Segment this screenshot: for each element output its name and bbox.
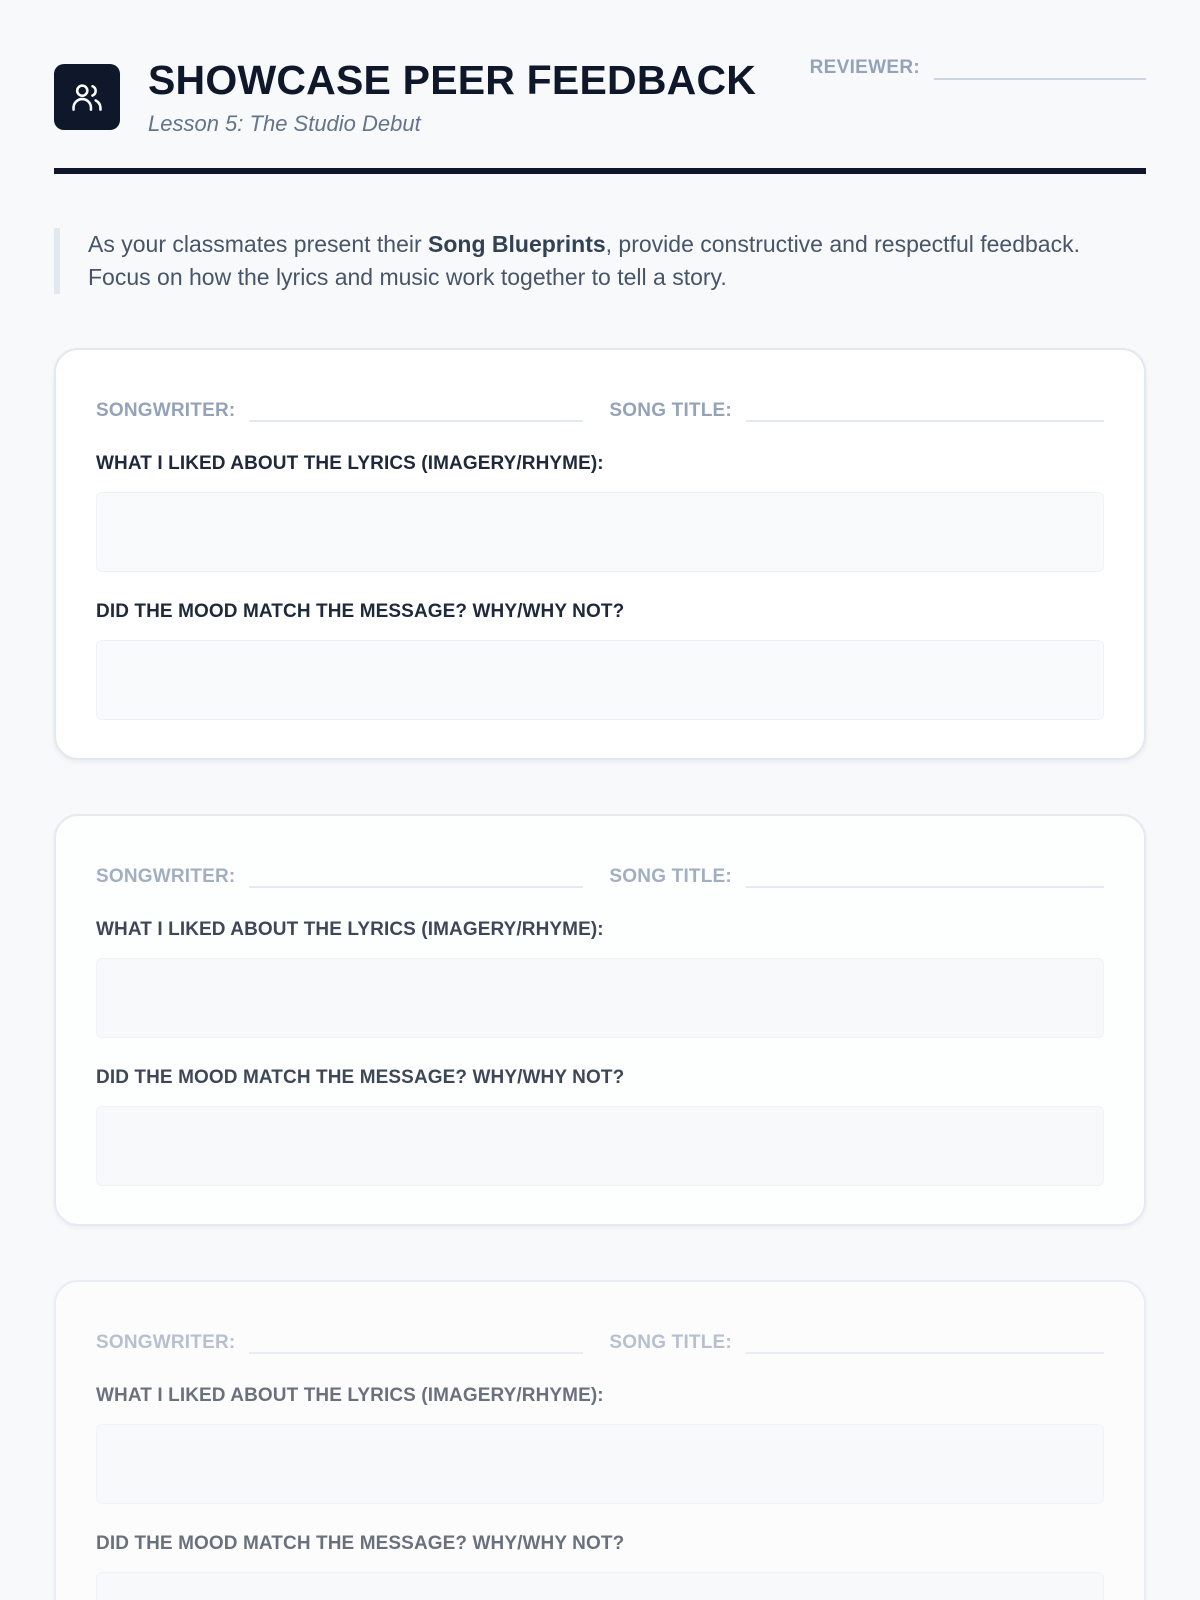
song-info-row [96, 392, 1104, 422]
songwriter-label: SONGWRITER: [96, 1332, 236, 1353]
reviewer-input-line[interactable] [934, 54, 1146, 80]
lyrics-question-label: WHAT I LIKED ABOUT THE LYRICS (IMAGERY/RHYME): [96, 453, 604, 474]
mood-answer-box[interactable] [96, 1106, 1104, 1186]
songwriter-field[interactable] [249, 1326, 583, 1354]
reviewer-label: REVIEWER: [809, 57, 920, 78]
mood-question-label: DID THE MOOD MATCH THE MESSAGE? WHY/WHY NOT? [96, 601, 625, 622]
songwriter-field[interactable] [249, 860, 583, 888]
feedback-card [54, 348, 1146, 760]
songwriter-label: SONGWRITER: [96, 400, 236, 421]
songwriter-label: SONGWRITER: [96, 866, 236, 887]
song-info-row [96, 858, 1104, 888]
song-title-field[interactable] [746, 1326, 1104, 1354]
song-title-label: SONG TITLE: [609, 866, 732, 887]
page-subtitle: Lesson 5: The Studio Debut [148, 111, 421, 136]
feedback-card [54, 814, 1146, 1226]
song-info-row [96, 1324, 1104, 1354]
instructions-text [54, 228, 1146, 294]
page-title: SHOWCASE PEER FEEDBACK [148, 57, 757, 103]
instructions-text-end: , provide constructive and respectful feedback. Focus on how the lyrics and music work together to tell a story. [88, 231, 1080, 290]
mood-answer-box[interactable] [96, 1572, 1104, 1600]
lyrics-question-label: WHAT I LIKED ABOUT THE LYRICS (IMAGERY/RHYME): [96, 919, 604, 940]
song-title-label: SONG TITLE: [609, 400, 732, 421]
song-title-label: SONG TITLE: [609, 1332, 732, 1353]
instructions-emphasis: Song Blueprints [428, 231, 606, 257]
song-title-field[interactable] [746, 394, 1104, 422]
lyrics-answer-box[interactable] [96, 492, 1104, 572]
mood-question-label: DID THE MOOD MATCH THE MESSAGE? WHY/WHY NOT? [96, 1533, 625, 1554]
song-title-field[interactable] [746, 860, 1104, 888]
reviewer-field [810, 54, 1146, 80]
feedback-card [54, 1280, 1146, 1600]
lyrics-question-label: WHAT I LIKED ABOUT THE LYRICS (IMAGERY/RHYME): [96, 1385, 604, 1406]
title-block [148, 56, 756, 137]
songwriter-field[interactable] [249, 394, 583, 422]
users-icon [54, 64, 120, 130]
lyrics-answer-box[interactable] [96, 958, 1104, 1038]
mood-answer-box[interactable] [96, 640, 1104, 720]
mood-question-label: DID THE MOOD MATCH THE MESSAGE? WHY/WHY NOT? [96, 1067, 625, 1088]
lyrics-answer-box[interactable] [96, 1424, 1104, 1504]
instructions-text-start: As your classmates present their [88, 231, 429, 257]
worksheet-header [54, 0, 1146, 174]
